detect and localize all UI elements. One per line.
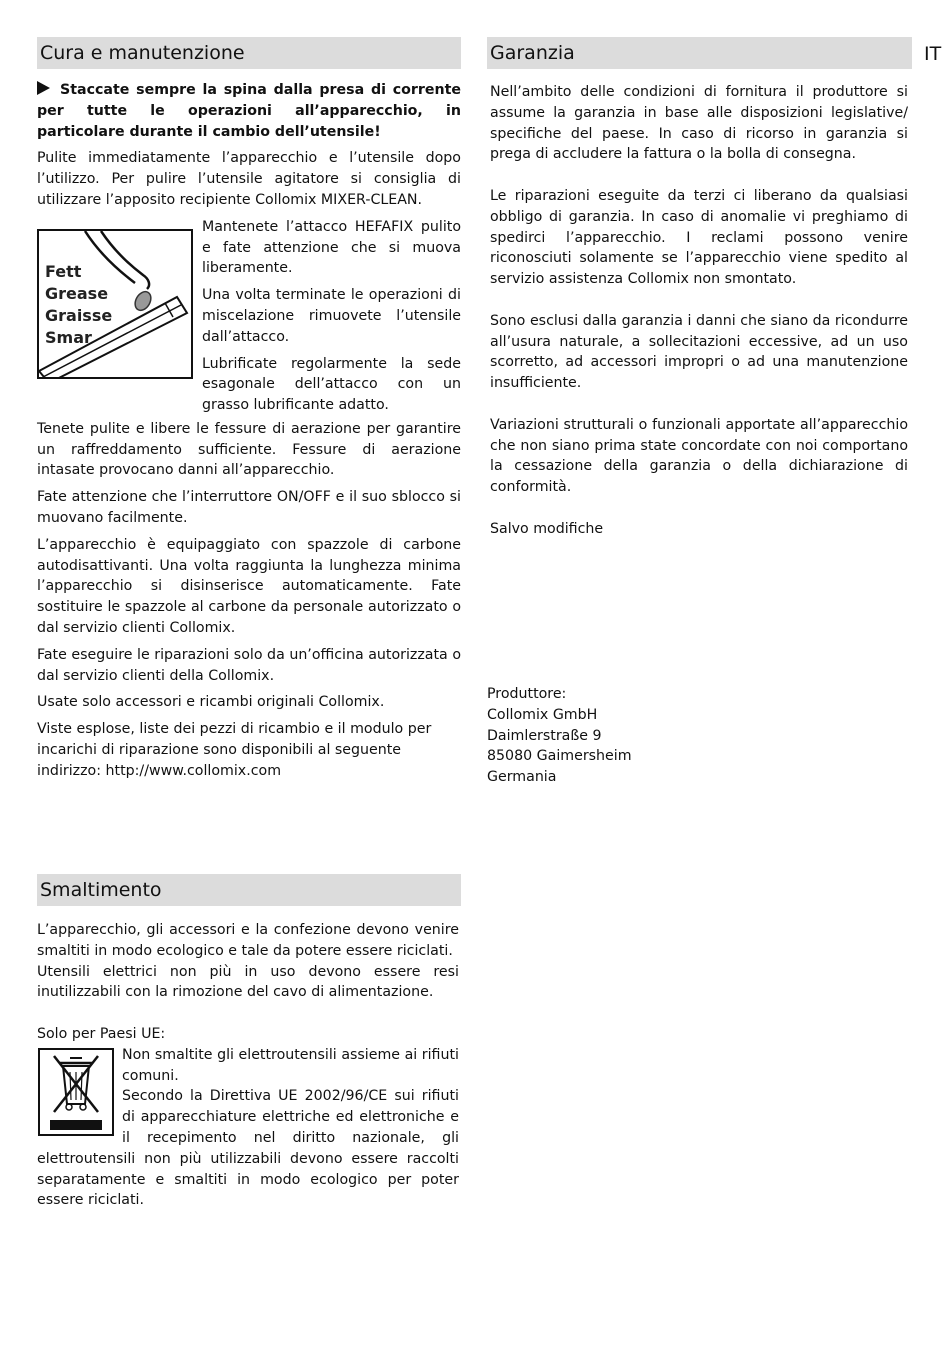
care-paragraph-8: Fate eseguire le riparazioni solo da un’officina autorizzata o dal servizio clienti della Collomix. bbox=[37, 646, 461, 684]
warranty-paragraph-5: Salvo modifiche bbox=[490, 520, 604, 537]
warranty-paragraph-3: Sono esclusi dalla garanzia i danni che siano da ricondurre all’usura naturale, a sollecitazioni eccessive, ad un uso scorretto, ad accessori impropri o ad una manutenzione insufficiente. bbox=[490, 312, 908, 392]
manufacturer-city: 85080 Gaimersheim bbox=[487, 748, 632, 765]
crossed-bin-icon bbox=[40, 1050, 112, 1134]
manufacturer-country: Germania bbox=[487, 769, 557, 786]
disposal-paragraph-4: Secondo la Direttiva UE 2002/96/CE sui rifiuti di apparecchiature elettriche ed elettroniche e il recepimento nel diritto nazionale, gli elettroutensili non più utilizzabili devono essere raccolti separatamente e smaltiti in modo ecologico per poter essere riciclati. bbox=[37, 1088, 459, 1209]
care-paragraph-10: Viste esplose, liste dei pezzi di ricambio e il modulo per incarichi di riparazione sono disponibili al seguente indirizzo: http://www.collomix.com bbox=[37, 721, 432, 779]
warranty-paragraph-2: Le riparazioni eseguite da terzi ci liberano da qualsiasi obbligo di garanzia. In caso di anomalie vi preghiamo di spedirci l’apparecchio. I reclami possono venire riconosciuti solamente se l’apparecchio viene spedito al servizio assistenza Collomix non smontato. bbox=[490, 187, 908, 288]
manufacturer-label: Produttore: bbox=[487, 686, 567, 702]
care-paragraph-9: Usate solo accessori e ricambi originali Collomix. bbox=[37, 694, 385, 711]
warranty-section bbox=[490, 82, 908, 540]
grease-label-fr: Graisse bbox=[45, 305, 113, 325]
manufacturer-street: Daimlerstraße 9 bbox=[487, 727, 602, 744]
care-paragraph-5: Tenete pulite e libere le fessure di aerazione per garantire un raffreddamento sufficiente. Fessure di aerazione intasate provocano danni all’apparecchio. bbox=[37, 420, 461, 479]
manufacturer-address bbox=[487, 684, 787, 788]
warranty-paragraph-1: Nell’ambito delle condizioni di fornitura il produttore si assume la garanzia in base alle disposizioni legislative/ specifiche del paese. In caso di ricorso in garanzia si prega di accludere la fattura o la bolla di consegna. bbox=[490, 84, 908, 163]
grease-illustration bbox=[37, 229, 193, 379]
safety-warning-text: Staccate sempre la spina dalla presa di corrente per tutte le operazioni all’apparecchio, in particolare durante il cambio dell’utensile! bbox=[37, 82, 461, 140]
care-paragraph-6: Fate attenzione che l’interruttore ON/OFF e il suo sblocco si muovano facilmente. bbox=[37, 489, 461, 526]
disposal-heading: Smaltimento bbox=[37, 874, 461, 906]
care-paragraph-1: Pulite immediatamente l’apparecchio e l’utensile dopo l’utilizzo. Per pulire l’utensile agitatore si consiglia di utilizzare l’apposito recipiente Collomix MIXER-CLEAN. bbox=[37, 150, 461, 208]
grease-label-list bbox=[45, 261, 112, 349]
warranty-paragraph-4: Variazioni strutturali o funzionali apportate all’apparecchio che non siano prima state concordate con noi comportano la cessazione della garanzia o della dichiarazione di conformità. bbox=[490, 416, 908, 496]
care-section bbox=[37, 80, 461, 782]
safety-warning bbox=[37, 80, 461, 142]
eu-only-label: Solo per Paesi UE: bbox=[37, 1025, 166, 1042]
language-tab: IT bbox=[924, 43, 942, 65]
warning-arrow-icon bbox=[37, 81, 50, 95]
care-paragraph-3: Una volta terminate le operazioni di miscelazione rimuovete l’utensile dall’attacco. bbox=[202, 287, 461, 345]
grease-block bbox=[37, 217, 461, 413]
disposal-paragraph-3: Non smaltite gli elettroutensili assieme ai rifiuti comuni. bbox=[122, 1046, 459, 1084]
disposal-paragraph-1: L’apparecchio, gli accessori e la confezione devono venire smaltiti in modo ecologico e tale da potere essere riciclati. bbox=[37, 922, 459, 959]
weee-symbol bbox=[38, 1048, 114, 1136]
grease-label-de: Fett bbox=[45, 261, 82, 281]
care-paragraph-2: Mantenete l’attacco HEFAFIX pulito e fate attenzione che si muova liberamente. bbox=[202, 218, 461, 277]
care-heading: Cura e manutenzione bbox=[37, 37, 461, 69]
disposal-paragraph-2: Utensili elettrici non più in uso devono essere resi inutilizzabili con la rimozione del cavo di alimentazione. bbox=[37, 963, 459, 1001]
warranty-heading: Garanzia bbox=[487, 37, 912, 69]
grease-label-en: Grease bbox=[45, 283, 109, 303]
disposal-section bbox=[37, 920, 459, 1211]
care-paragraph-7: L’apparecchio è equipaggiato con spazzole di carbone autodisattivanti. Una volta raggiunta la lunghezza minima l’apparecchio si disinserisce automaticamente. Fate sostituire le spazzole al carbone da personale autorizzato o dal servizio clienti Collomix. bbox=[37, 536, 461, 636]
grease-label-pl: Smar bbox=[45, 327, 92, 347]
grease-text bbox=[202, 217, 461, 416]
care-paragraph-4: Lubrificate regolarmente la sede esagonale dell’attacco con un grasso lubrificante adatto. bbox=[202, 355, 461, 414]
manufacturer-company: Collomix GmbH bbox=[487, 706, 598, 723]
